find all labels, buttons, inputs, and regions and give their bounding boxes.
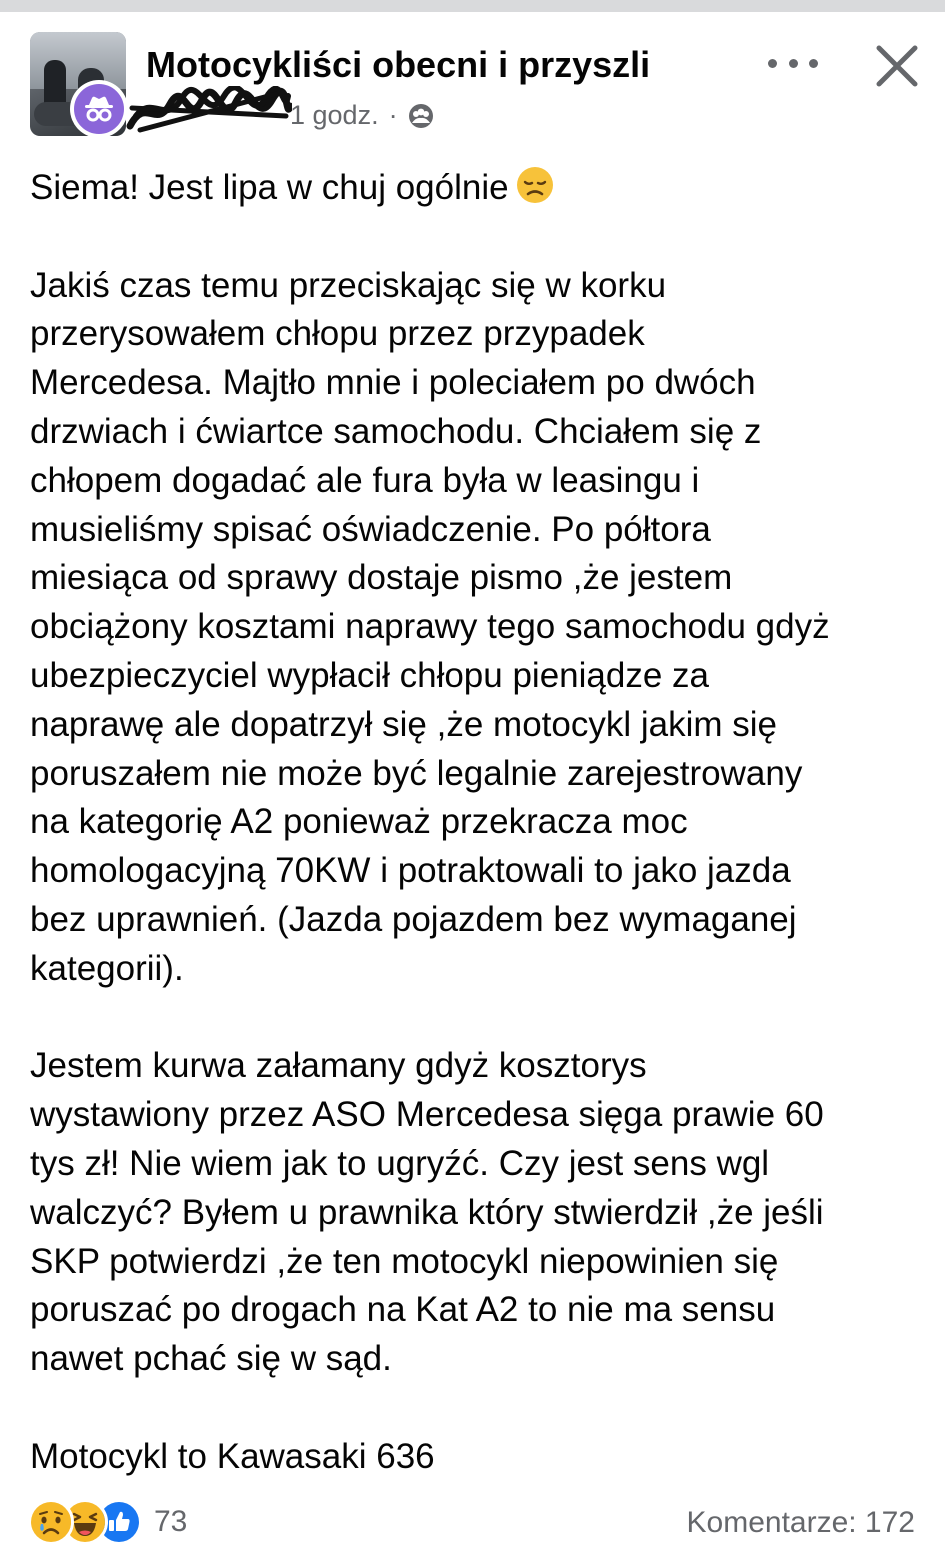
post-line: na kategorię A2 ponieważ przekracza moc bbox=[30, 802, 688, 842]
post-line: kategorii). bbox=[30, 948, 184, 988]
post-line: Motocykl to Kawasaki 636 bbox=[30, 1436, 435, 1476]
post-line: walczyć? Byłem u prawnika który stwierdził ,że jeśli bbox=[30, 1192, 824, 1232]
anonymous-member-avatar[interactable] bbox=[70, 80, 128, 138]
post-line: poruszać po drogach na Kat A2 to nie ma sensu bbox=[30, 1290, 776, 1330]
post-line: miesiąca od sprawy dostaje pismo ,że jestem bbox=[30, 558, 733, 598]
disappointed-face-icon bbox=[515, 165, 555, 205]
post-line: naprawę ale dopatrzył się ,że motocykl jakim się bbox=[30, 704, 777, 744]
reaction-count[interactable]: 73 bbox=[154, 1505, 188, 1538]
post-paragraph bbox=[30, 262, 925, 994]
post-meta bbox=[290, 100, 434, 131]
post-header bbox=[0, 0, 945, 128]
post-line: tys zł! Nie wiem jak to ugryźć. Czy jest sens wgl bbox=[30, 1143, 770, 1183]
post-line: ubezpieczyciel wypłacił chłopu pieniądze za bbox=[30, 655, 709, 695]
post-line: Jakiś czas temu przeciskając się w korku bbox=[30, 265, 667, 305]
post-line: obciążony kosztami naprawy tego samochodu gdyż bbox=[30, 607, 830, 647]
post-time[interactable]: 1 godz. bbox=[290, 100, 379, 130]
post-line: poruszałem nie może być legalnie zarejestrowany bbox=[30, 753, 803, 793]
post-paragraph bbox=[30, 164, 925, 213]
post-line: przerysowałem chłopu przez przypadek bbox=[30, 314, 645, 354]
more-dot-icon bbox=[789, 59, 798, 68]
post-paragraph bbox=[30, 1433, 925, 1482]
post-line: Jestem kurwa załamany gdyż kosztorys bbox=[30, 1046, 647, 1086]
post-line: nawet pchać się w sąd. bbox=[30, 1339, 392, 1379]
post-footer bbox=[0, 1496, 945, 1548]
more-options-button[interactable] bbox=[768, 46, 818, 80]
redacted-author-name bbox=[126, 86, 292, 136]
comments-count[interactable]: Komentarze: 172 bbox=[686, 1506, 915, 1539]
post-paragraph bbox=[30, 1042, 925, 1384]
more-dot-icon bbox=[809, 59, 818, 68]
anonymous-icon bbox=[84, 96, 114, 122]
post-line: wystawiony przez ASO Mercedesa sięga prawie 60 bbox=[30, 1095, 824, 1135]
post-line: chłopem dogadać ale fura była w leasingu i bbox=[30, 460, 700, 500]
more-dot-icon bbox=[768, 59, 777, 68]
post-text bbox=[30, 164, 925, 1482]
post-line: homologacyjną 70KW i potraktowali to jako jazda bbox=[30, 851, 791, 891]
post-line: Mercedesa. Majtło mnie i poleciałem po dwóch bbox=[30, 363, 756, 403]
post-line: musieliśmy spisać oświadczenie. Po półtora bbox=[30, 509, 711, 549]
reactions-summary[interactable] bbox=[28, 1500, 187, 1544]
post-line: Siema! Jest lipa w chuj ogólnie bbox=[30, 168, 509, 207]
post-line: SKP potwierdzi ,że ten motocykl niepowinien się bbox=[30, 1241, 779, 1281]
close-icon[interactable] bbox=[873, 42, 921, 90]
post-line: drzwiach i ćwiartce samochodu. Chciałem się z bbox=[30, 411, 762, 451]
post-line: bez uprawnień. (Jazda pojazdem bez wymaganej bbox=[30, 899, 797, 939]
meta-separator: · bbox=[388, 100, 398, 130]
group-name[interactable]: Motocykliści obecni i przyszli bbox=[146, 44, 651, 85]
sad-reaction-icon bbox=[28, 1499, 74, 1545]
group-audience-icon bbox=[408, 103, 434, 129]
